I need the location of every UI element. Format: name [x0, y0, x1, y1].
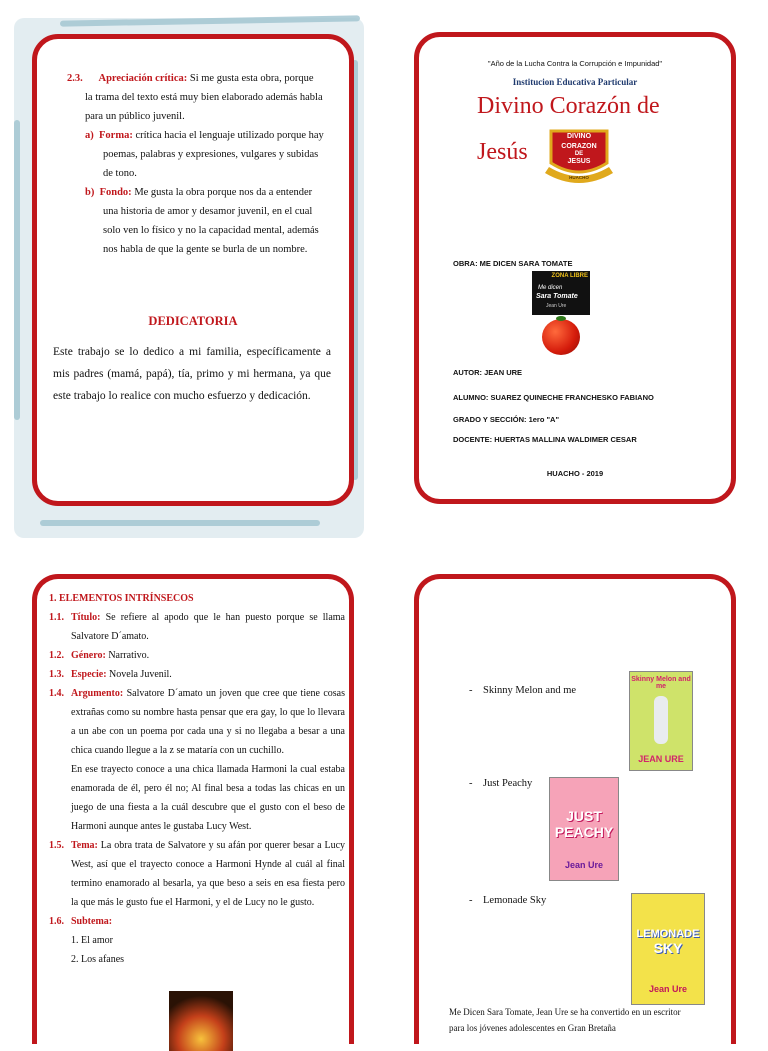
school-name-line2: Jesús: [477, 139, 528, 165]
grade-section-line: GRADO Y SECCIÓN: 1ero "A": [453, 415, 560, 424]
tomato-icon: [542, 319, 580, 355]
crest-bottom-text: HUACHO: [569, 175, 589, 180]
item-title: Forma:: [99, 130, 133, 141]
cover-title-line2: PEACHY: [554, 824, 614, 840]
section-text-line: para un público juvenil.: [85, 111, 185, 122]
item-text-line: solo ven lo físico y no la capacidad mental, además: [103, 225, 319, 236]
school-crest-logo: [539, 127, 619, 197]
cover-title-line1: Me dicen: [538, 285, 563, 291]
item-text-line: poemas, palabras y expresiones, vulgares y subidas: [103, 149, 319, 160]
item-text: Salvatore D´amato un joven que cree que tiene cosas extrañas como su nombre hasta pensar que era gay, lo que lo llevara a un abe con un poema por cada una y si no llegaba a besar a una chica cuando llegue a la z se mataría con un cuchillo.: [71, 688, 345, 756]
item-label: Subtema:: [71, 916, 113, 927]
author-note-text: para los jóvenes adolescentes en Gran Bretaña: [449, 1023, 616, 1033]
crest-mid-text: JESUS: [567, 158, 591, 165]
item-number: 1.4.: [49, 688, 64, 699]
other-works-panel: [414, 574, 736, 1044]
item-text: crítica hacia el lenguaje utilizado porque hay: [135, 130, 324, 141]
item-number: 1.6.: [49, 916, 64, 927]
author-line: AUTOR: JEAN URE: [453, 368, 523, 377]
book-list-item: - Just Peachy: [469, 778, 533, 789]
item-label: b): [85, 187, 95, 198]
cover-title-line1: JUST: [566, 808, 602, 824]
book-title: Skinny Melon and me: [483, 685, 577, 696]
book-list-item: - Lemonade Sky: [469, 895, 547, 906]
dedication-title: DEDICATORIA: [148, 314, 238, 328]
item-number: 1.3.: [49, 669, 64, 680]
cover-title: Skinny Melon and me: [631, 676, 691, 690]
cover-author: Jean Ure: [546, 303, 567, 309]
item-text: Novela Juvenil.: [109, 669, 172, 680]
item-label: a): [85, 130, 94, 141]
section-text: Si me gusta esta obra, porque: [189, 73, 314, 84]
item-label: Especie:: [71, 669, 107, 680]
subtopic-item: 2. Los afanes: [71, 954, 125, 965]
crest-top-text: DIVINO: [566, 133, 592, 140]
item-text: Narrativo.: [108, 650, 150, 661]
book-cover-just-peachy: [549, 777, 619, 881]
student-line: ALUMNO: SUAREZ QUINECHE FRANCHESKO FABIANO: [453, 393, 654, 402]
section-heading: 1. ELEMENTOS INTRÍNSECOS: [49, 593, 194, 604]
crest-mid-text: CORAZON: [561, 143, 597, 150]
item-title: Fondo:: [99, 187, 132, 198]
section-number: 2.3.: [67, 73, 83, 84]
section-title: Apreciación crítica:: [98, 73, 188, 84]
year-motto: "Año de la Lucha Contra la Corrupción e Impunidad": [487, 59, 663, 68]
book-title: Just Peachy: [483, 778, 533, 789]
item-label: Tema:: [71, 840, 98, 851]
cover-title-line2: SKY: [653, 940, 683, 956]
critical-appreciation-panel: [32, 34, 354, 506]
item-text: Me gusta la obra porque nos da a entender: [134, 187, 313, 198]
crest-mid-text: DE: [574, 151, 584, 157]
item-text: Se refiere al apodo que le han puesto porque se llama Salvatore D´amato.: [71, 612, 345, 642]
item-text-line: una historia de amor y desamor juvenil, en el cual: [103, 206, 313, 217]
cover-title-line1: LEMONADE: [636, 928, 700, 940]
institution-type: Institucion Educativa Particular: [512, 77, 638, 87]
work-title: OBRA: ME DICEN SARA TOMATE: [453, 259, 573, 268]
item-number: 1.2.: [49, 650, 64, 661]
item-text: La obra trata de Salvatore y su afán por querer besar a Lucy West, así que el trayecto conoce a Harmoni Hynde al cuál al final termino enamorado al besarla, ya que beso a seis en esa fiesta pero la que más le gusto fue el Harmoni, y el de Lucy no le gusto.: [71, 840, 346, 908]
book-list-item: - Skinny Melon and me: [469, 685, 577, 696]
teacher-line: DOCENTE: HUERTAS MALLINA WALDIMER CESAR: [453, 435, 637, 444]
cover-series-label: ZONA LIBRE: [551, 273, 588, 279]
item-text-line: de tono.: [103, 168, 137, 179]
item-number: 1.5.: [49, 840, 64, 851]
item-label: Argumento:: [71, 688, 124, 699]
intrinsic-elements-panel: [32, 574, 354, 1044]
book-cover-image: [532, 271, 590, 359]
book-cover-skinny-melon: [629, 671, 693, 771]
author-note-text: Me Dicen Sara Tomate, Jean Ure se ha convertido en un escritor: [449, 1007, 681, 1017]
subtopic-item: 1. El amor: [71, 935, 113, 946]
item-number: 1.1.: [49, 612, 64, 623]
cover-panel: [414, 32, 736, 504]
item-text-paragraph: En ese trayecto conoce a una chica llamada Harmoni la cual estaba enamorada de él, pero él no; Al final besa a todas las chicas en un juego de una fiesta a la cuál descubre que el gusto con el beso de Harmoni aunque antes le gustaba Lucy West.: [71, 764, 345, 832]
book-title: Lemonade Sky: [483, 895, 547, 906]
item-text-line: nos habla de que la gente se burla de un nombre.: [103, 244, 308, 255]
section-text-line: la trama del texto está muy bien elaborado además habla: [85, 92, 323, 103]
cover-author: Jean Ure: [564, 860, 604, 870]
school-name-line1: Divino Corazón de: [477, 93, 660, 119]
cover-author: Jean Ure: [648, 984, 688, 994]
item-label: Título:: [71, 612, 101, 623]
cover-title-line2: Sara Tomate: [536, 293, 578, 300]
place-year: HUACHO - 2019: [546, 469, 604, 478]
book-cover-lemonade-sky: [631, 893, 705, 1005]
cover-author: JEAN URE: [638, 754, 684, 764]
subtopic-image: [169, 991, 233, 1051]
dedication-text: Este trabajo se lo dedico a mi familia, específicamente a mis padres (mamá, papá), tía, primo y mi hermana, ya que este trabajo lo realice con mucho esfuerzo y dedicación.: [53, 346, 331, 402]
item-label: Género:: [71, 650, 106, 661]
